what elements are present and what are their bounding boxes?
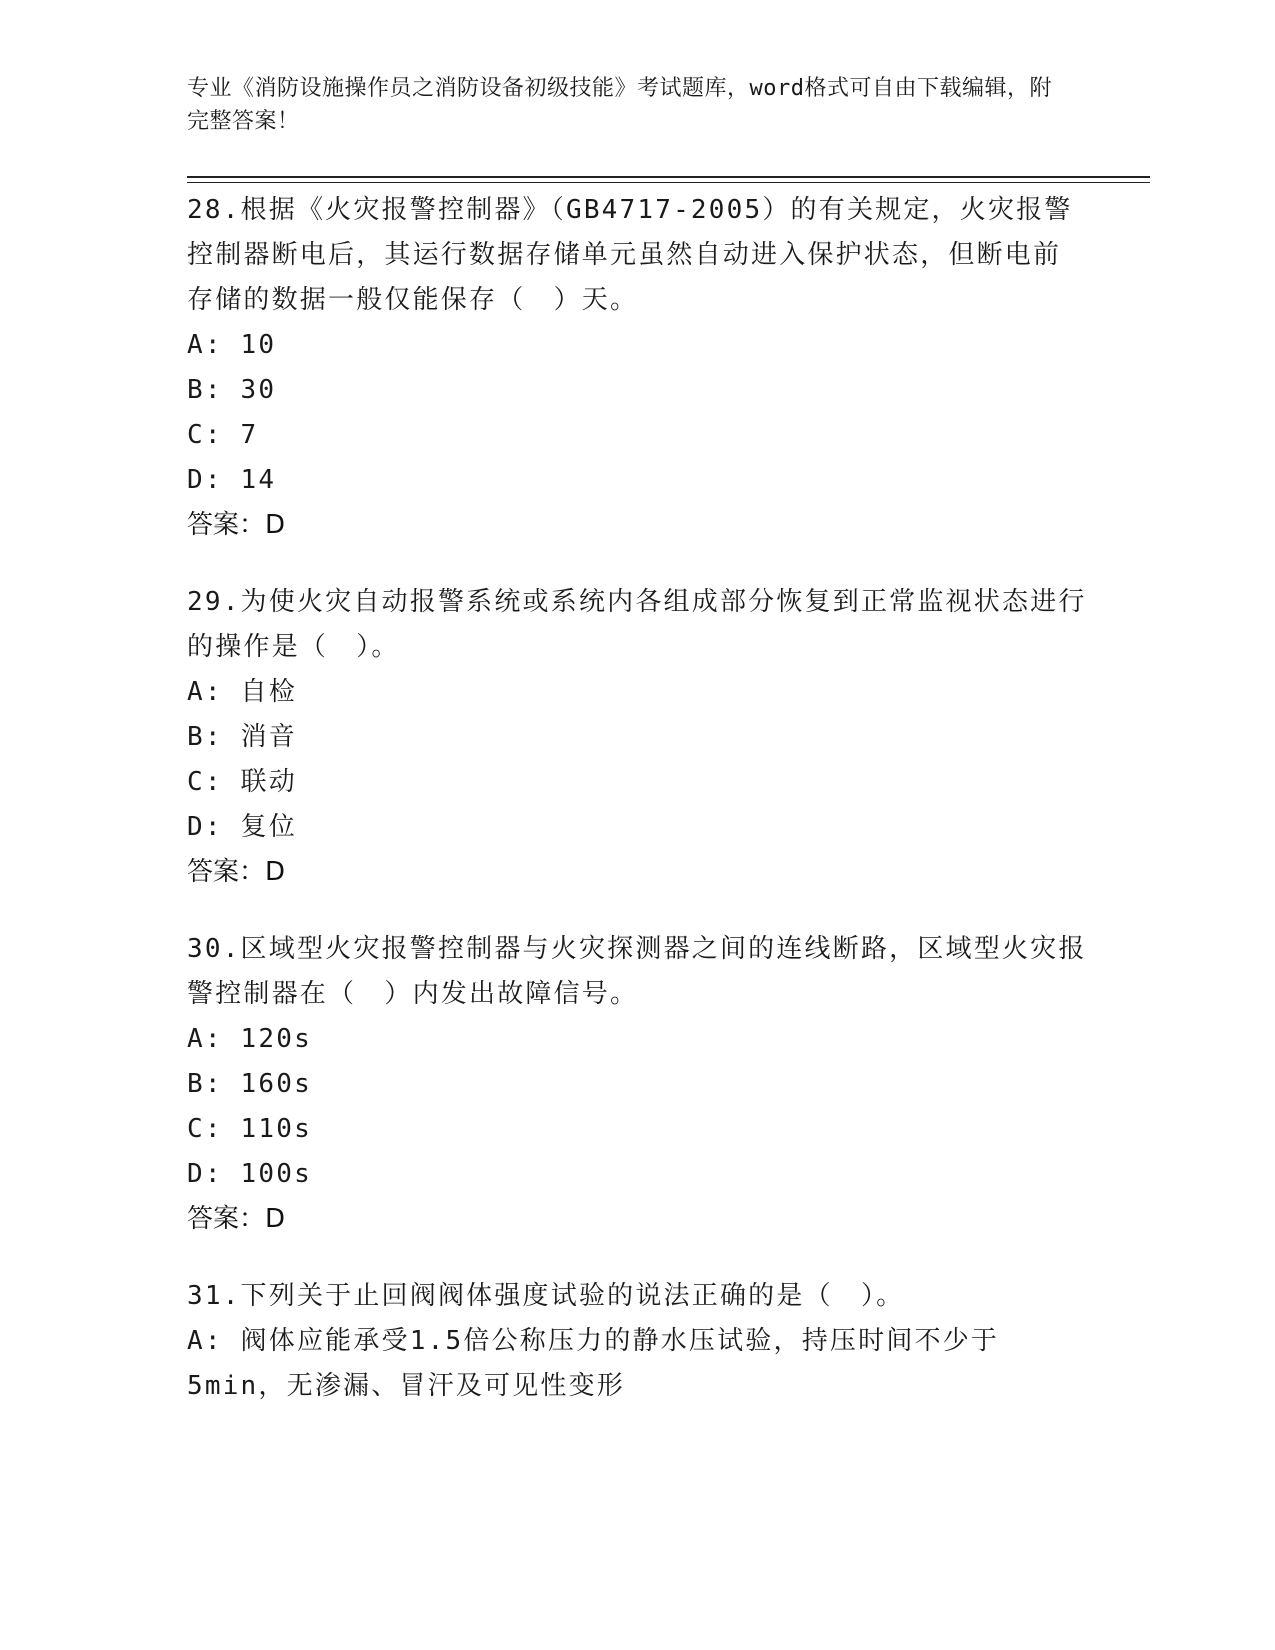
option-b: B: 消音 [187, 722, 297, 752]
question-stem: 29.为使火灾自动报警系统或系统内各组成部分恢复到正常监视状态进行的操作是（ ）。 [187, 587, 1087, 662]
option-d: D: 100s [187, 1159, 312, 1189]
header-divider-thick [187, 176, 1150, 178]
question-list [187, 188, 1087, 1441]
option-c: C: 110s [187, 1114, 312, 1144]
option-a: A: 阀体应能承受1.5倍公称压力的静水压试验，持压时间不少于5min，无渗漏、冒汗及可见性变形 [187, 1326, 1000, 1401]
option-b: B: 160s [187, 1069, 312, 1099]
question-stem: 30.区域型火灾报警控制器与火灾探测器之间的连线断路，区域型火灾报警控制器在（ ）内发出故障信号。 [187, 934, 1087, 1009]
option-b: B: 30 [187, 375, 277, 405]
question-29 [187, 580, 1087, 895]
header-divider-thin [187, 182, 1150, 183]
option-a: A: 自检 [187, 677, 297, 707]
option-a: A: 10 [187, 330, 277, 360]
option-d: D: 14 [187, 465, 277, 495]
answer-text: 答案：D [187, 510, 286, 540]
option-c: C: 7 [187, 420, 259, 450]
question-stem: 31.下列关于止回阀阀体强度试验的说法正确的是（ ）。 [187, 1281, 905, 1311]
option-d: D: 复位 [187, 812, 297, 842]
question-31 [187, 1274, 1087, 1409]
question-stem: 28.根据《火灾报警控制器》（GB4717-2005）的有关规定，火灾报警控制器断电后，其运行数据存储单元虽然自动进入保护状态，但断电前存储的数据一般仅能保存（ ）天。 [187, 195, 1073, 315]
question-28 [187, 188, 1087, 548]
option-c: C: 联动 [187, 767, 297, 797]
answer-text: 答案：D [187, 857, 286, 887]
document-header: 专业《消防设施操作员之消防设备初级技能》考试题库，word格式可自由下载编辑，附完整答案！ [187, 76, 1052, 134]
question-30 [187, 927, 1087, 1242]
option-a: A: 120s [187, 1024, 312, 1054]
answer-text: 答案：D [187, 1204, 286, 1234]
